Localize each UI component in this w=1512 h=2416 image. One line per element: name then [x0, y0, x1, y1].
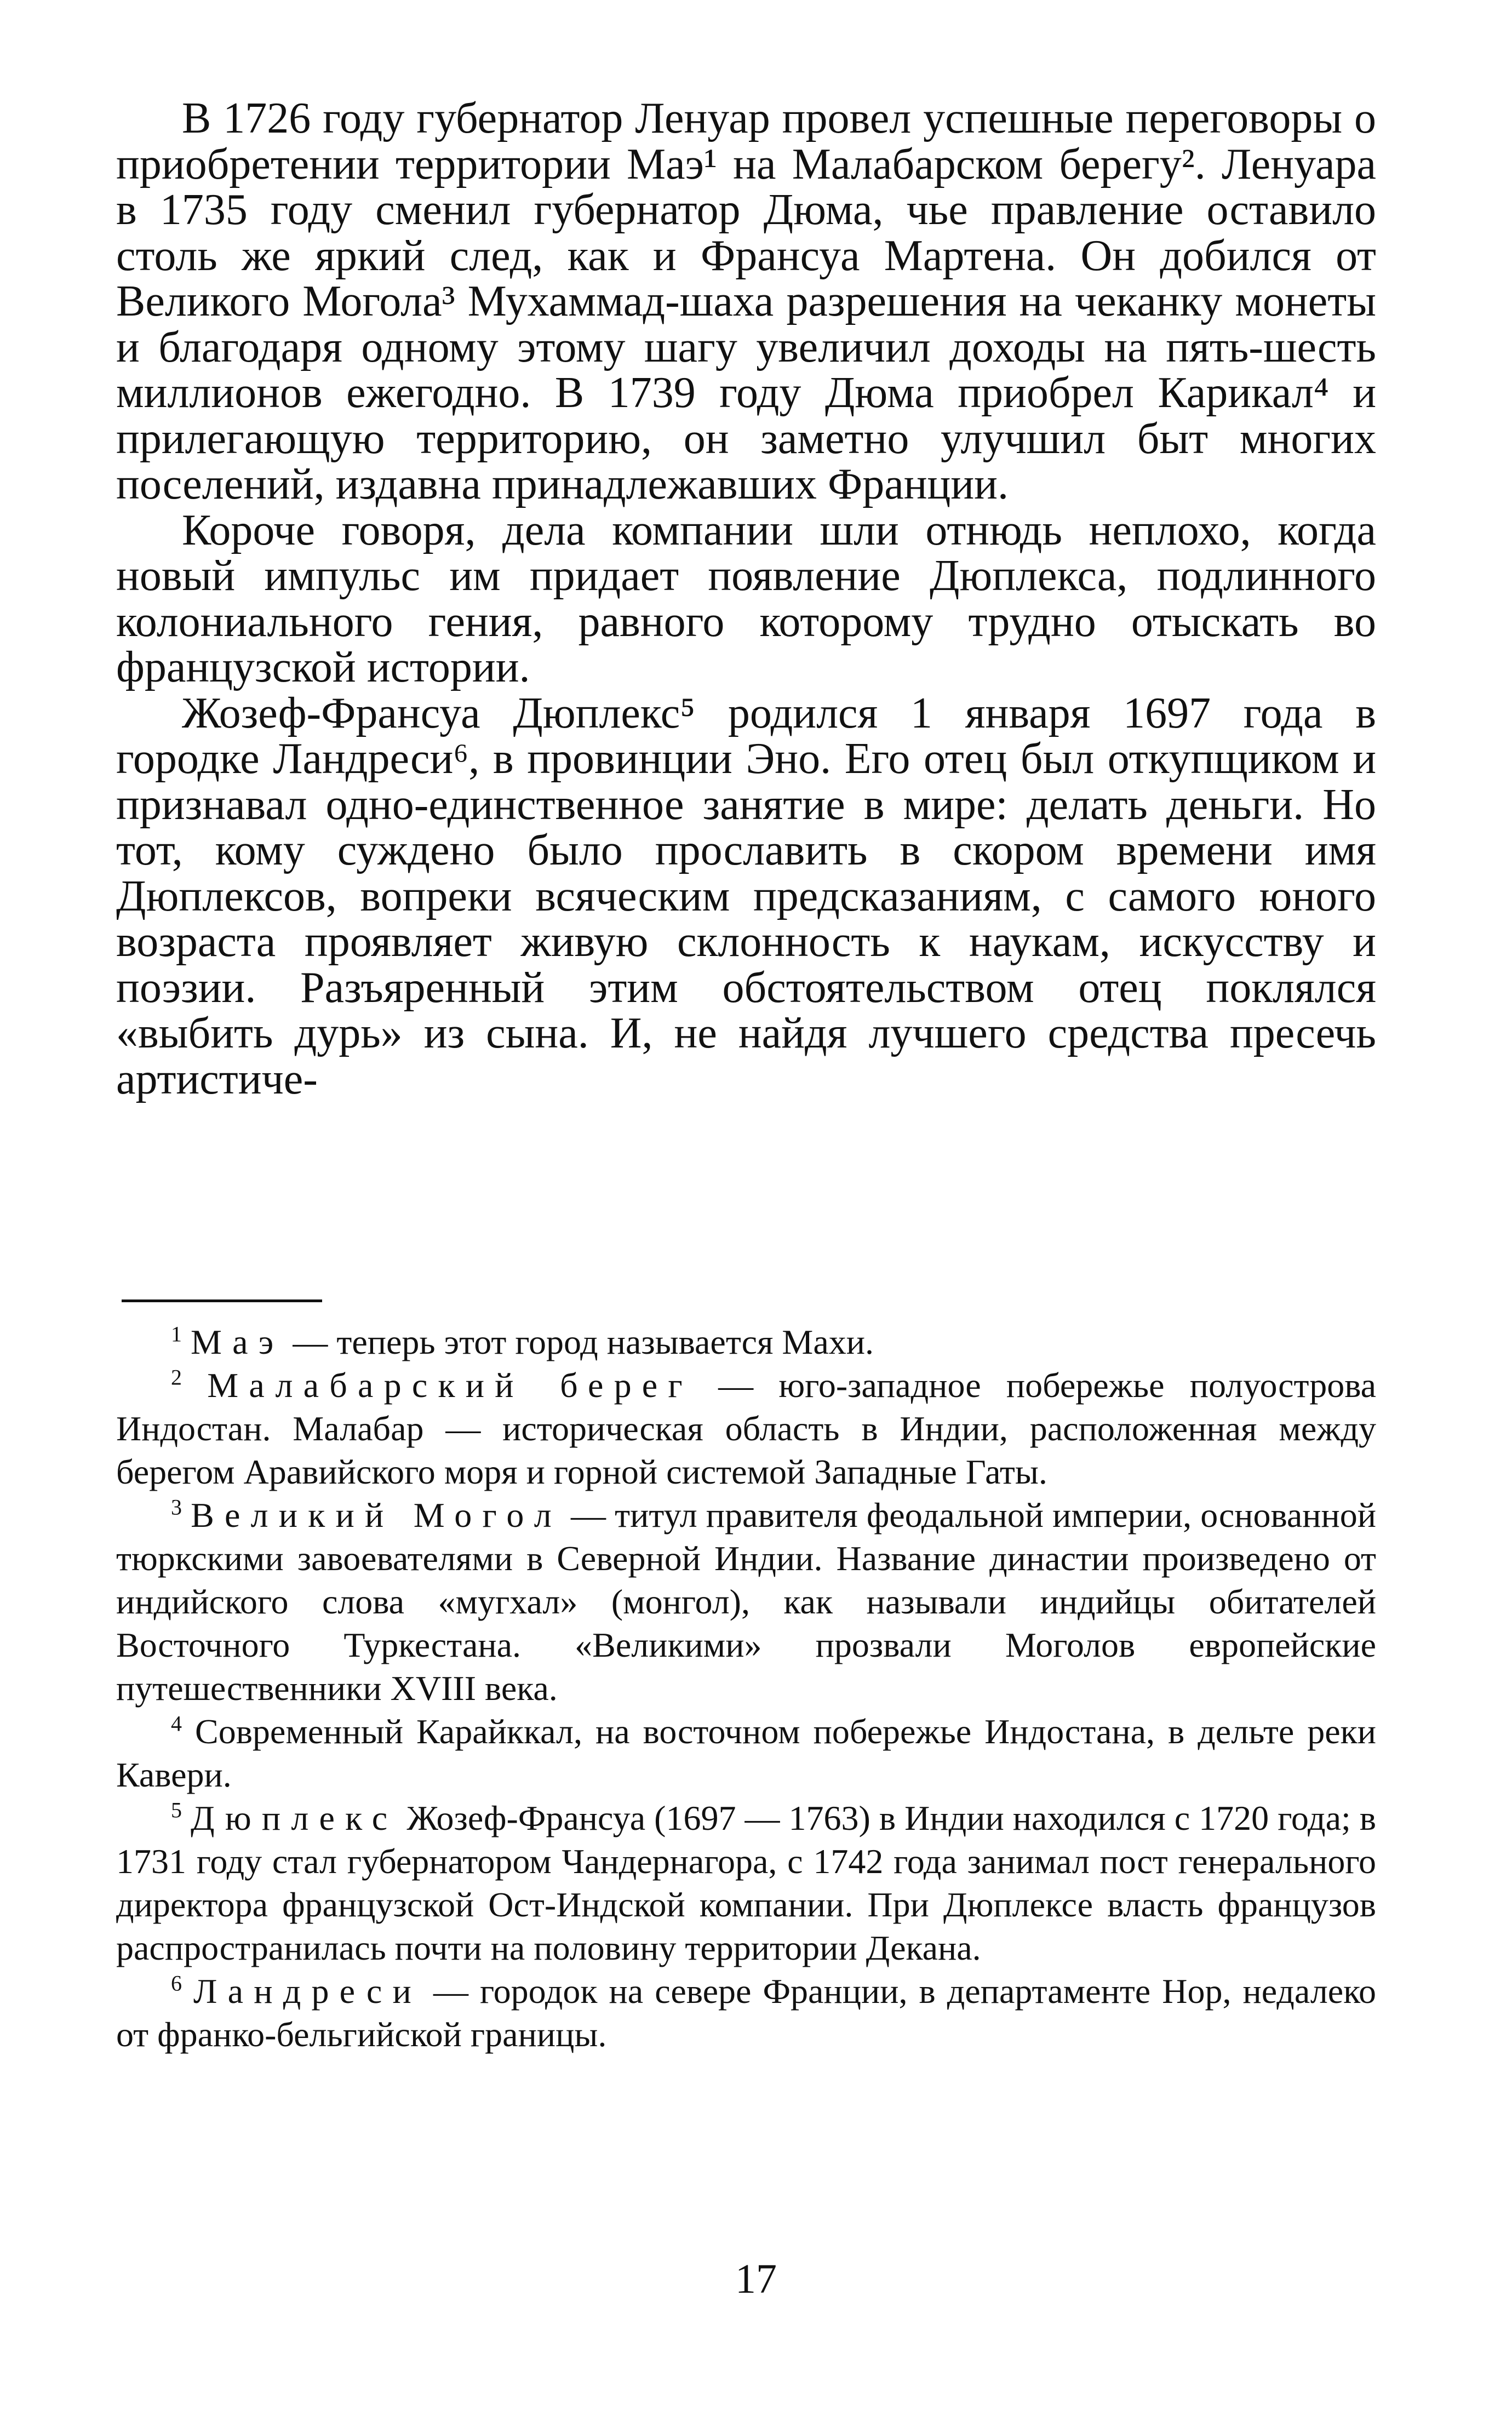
footnote [116, 1796, 1376, 1970]
footnote-text: — юго-западное побережье полуострова Индостан. Малабар — историческая область в Индии, расположенная между берегом Аравийского моря и горной системой Западные Гаты. [116, 1366, 1377, 1491]
page-number: 17 [735, 2256, 777, 2302]
paragraph: В 1726 году губернатор Ленуар провел успешные переговоры о приобретении территории Маэ¹ на Малабарском берегу². Ленуара в 1735 году сменил губернатор Дюма, чье правление оставило столь же яркий след, как и Франсуа Мартена. Он добился от Великого Могола³ Мухаммад-шаха разрешения на чеканку монеты и благодаря одному этому шагу увеличил доходы на пять-шесть миллионов ежегодно. В 1739 году Дюма приобрел Карикал⁴ и прилегающую территорию, он заметно улучшил быт многих поселений, издавна принадлежавших Франции. [116, 94, 1376, 508]
footnote [116, 1364, 1376, 1493]
footnote-text: Современный Карайккал, на восточном побережье Индостана, в дельте реки Кавери. [116, 1712, 1377, 1794]
footnote-number: 5 [171, 1797, 182, 1823]
paragraph: Жозеф-Франсуа Дюплекс⁵ родился 1 января 1697 года в городке Ландреси⁶, в провинции Эно. Его отец был откупщиком и признавал одно-единственное занятие в мире: делать деньги. Но тот, кому суждено было прославить в скором времени имя Дюплексов, вопреки всяческим предсказаниям, с самого юного возраста проявляет живую склонность к наукам, искусству и поэзии. Разъяренный этим обстоятельством отец поклялся «выбить дурь» из сына. И, не найдя лучшего средства пресечь артистиче- [116, 689, 1376, 1103]
footnote-number: 1 [171, 1321, 182, 1347]
footnote-number: 6 [171, 1971, 182, 1996]
footnote-text: Жозеф-Франсуа (1697 — 1763) в Индии находился с 1720 года; в 1731 году стал губернатором Чандернагора, с 1742 года занимал пост генерального директора французской Ост-Индской компании. При Дюплексе власть французов распространилась почти на половину территории Декана. [116, 1799, 1377, 1967]
paragraph: Короче говоря, дела компании шли отнюдь неплохо, когда новый импульс им придает появление Дюплекса, подлинного колониального гения, равного которому трудно отыскать во французской истории. [116, 506, 1376, 691]
footnote [116, 1970, 1376, 2056]
footnote [116, 1320, 1376, 1364]
footnote [116, 1710, 1376, 1796]
footnote-number: 2 [171, 1365, 182, 1390]
footnote-number: 3 [171, 1495, 182, 1520]
main-text [116, 96, 1376, 1102]
footnote-text: — теперь этот город называется Махи. [284, 1322, 874, 1361]
footnote-divider [122, 1299, 322, 1302]
footnote-text: — титул правителя феодальной империи, основанной тюркскими завоевателями в Северной Индии. Название династии произведено от индийского слова «мугхал» (монгол), как называли индийцы обитателей Восточного Туркестана. «Великими» прозвали Моголов европейские путешественники XVIII века. [116, 1496, 1377, 1708]
footnote-number: 4 [171, 1711, 182, 1736]
footnote [116, 1493, 1376, 1710]
footnote-term: Дюплекс [191, 1799, 398, 1837]
footnote-term: Маэ [191, 1322, 284, 1361]
footnotes [116, 1320, 1376, 2056]
footnote-term: Ландреси [193, 1972, 422, 2011]
footnote-term: Малабарский берег [207, 1366, 693, 1405]
footnote-term: Великий Могол [191, 1496, 562, 1535]
footnote-text: — городок на севере Франции, в департаменте Нор, недалеко от франко-бельгийской границы. [116, 1972, 1377, 2054]
